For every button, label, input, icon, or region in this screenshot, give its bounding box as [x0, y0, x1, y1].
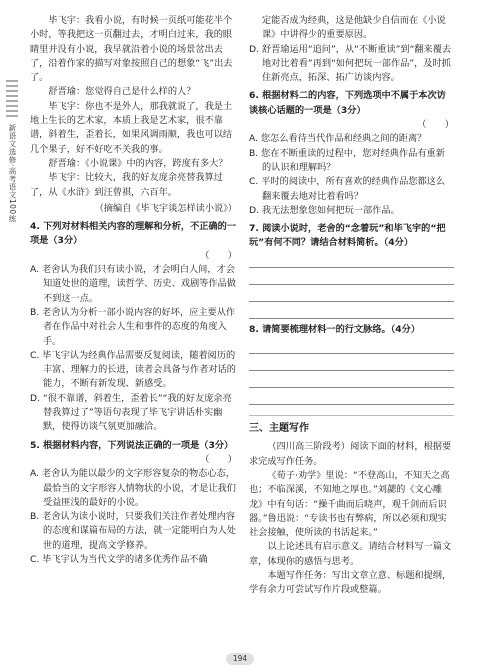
answer-line[interactable]	[249, 390, 454, 405]
question-7-stem: 7. 阅读小说时，老舍的“念着玩”和毕飞宇的“把玩”有何不同？请结合材料简析。（4分）	[249, 223, 446, 249]
question-4-stem: 4. 下列对材料相关内容的理解和分析，不正确的一项是（3分）	[30, 221, 237, 247]
option-a: A. 老舍认为能以最少的文字形容复杂的物态心态，最恰当的文字形容人情物状的小说，才是让我们受益匪浅的最好的小说。	[30, 468, 236, 508]
interview-paragraph: 毕飞宇：我看小说，有时候一页纸可能花半个小时，等我把这一页翻过去，才明白过来，我的眼睛里并没有小说，我早就沿着小说的场景岔出去了，沿着作家的描写对象按照自己的想象“飞”出去了。	[30, 15, 233, 84]
right-column	[249, 14, 454, 598]
sidebar-book-title: 新语文选修·高考语文100练	[8, 124, 17, 223]
task-intro: （四川高三阶段考）阅读下面的材料，根据要求完成写作任务。	[249, 441, 452, 467]
option-b: B. 您在不断重读的过程中，您对经典作品有重新的认识和理解吗？	[249, 147, 445, 173]
interview-paragraph: 毕飞宇：比较大，我的好友庞余亮替我算过了，从《水浒》到汪曾祺，六百年。	[30, 172, 223, 198]
question-5-stem: 5. 根据材料内容，下列说法正确的一项是（3分）	[30, 439, 234, 451]
option-b: B. 老舍认为读小说时，只要我们关注作者处理内容的态度和谋篇布局的方法，就一定能明白为人处世的道理，提高文学修养。	[30, 511, 236, 551]
option-c: C. 毕飞宇认为经典作品需要反复阅读，随着阅历的丰富、理解力的长进，读者会具备与作者对话的能力，不断有新发现、新感受。	[30, 349, 236, 390]
option-a: A. 老舍认为我们只有读小说，才会明白人间，才会知道处世的道理，读哲学、历史、戏剧等作品做不到这一点。	[30, 264, 236, 304]
answer-line[interactable]	[249, 373, 454, 388]
answer-line[interactable]	[249, 304, 454, 319]
question-6-stem: 6. 根据材料二的内容，下列选项中不属于本次访谈核心话题的一项是（3分）	[249, 90, 446, 116]
option-c: C. 平时的阅读中，所有喜欢的经典作品您都这么翻来覆去地对比着看吗？	[249, 176, 446, 202]
left-column	[30, 14, 237, 567]
sidebar-stripes	[6, 80, 18, 118]
answer-line[interactable]	[249, 270, 454, 285]
option-d: D. 我无法想象您如何把玩一部作品。	[249, 204, 400, 216]
answer-paren: （ ）	[200, 453, 237, 465]
page-number: 194	[226, 653, 254, 665]
question-stem	[249, 89, 454, 118]
question-stem	[30, 439, 237, 453]
answer-line[interactable]	[249, 287, 454, 302]
question-6	[249, 89, 454, 218]
sidebar	[6, 80, 20, 223]
option-a: A. 您怎么看待当代作品和经典之间的距离？	[249, 133, 427, 145]
option-d: D. “很不靠谱，斜着生，歪着长”“我的好友庞余亮替我算过了”等语句表现了毕飞宇讲话朴实幽默，使得访谈气氛更加融洽。	[30, 392, 232, 433]
answer-line[interactable]	[249, 356, 454, 371]
source-citation: （摘编自《毕飞宇谈怎样读小说》）	[94, 202, 237, 214]
task-prompt: 以上论述具有启示意义。请结合材料写一篇文章，体现你的感悟与思考。	[249, 541, 452, 567]
answer-paren: （ ）	[417, 119, 454, 131]
question-stem	[249, 222, 454, 251]
interview-paragraph: 舒晋瑜：《小说课》中的内容，跨度有多大？	[48, 157, 228, 169]
question-stem	[30, 220, 237, 249]
answer-paren: （ ）	[200, 249, 237, 261]
option-d: D. 舒晋瑜运用“追问”，从“不断重读”到“翻来覆去地对比着看”再到“如何把玩一部作品”，及时抓住新亮点，拓深、拓广访谈内容。	[249, 43, 452, 84]
interview-paragraph: 毕飞宇：你也不是外人，那我就说了，我是土地上生长的艺术家，本质上我是艺术家，很不靠谱，斜着生，歪着长，如果风调雨顺，我也可以结几个果子，好不好吃不关我的事。	[30, 100, 233, 155]
question-5	[30, 439, 237, 568]
task-requirement: 本题写作任务：写出文章立意、标题和提纲，学有余力可尝试写作片段或整篇。	[249, 570, 452, 596]
question-4	[30, 220, 237, 434]
option-c: C. 毕飞宇认为当代文学的诸多优秀作品不确	[30, 553, 208, 565]
answer-line[interactable]	[249, 253, 454, 268]
question-stem	[249, 323, 454, 337]
material-quote: 《荀子·劝学》里说：“不登高山，不知天之高也；不临深溪，不知地之厚也。”刘勰的《文心雕龙》中有句话：“操千曲而后晓声，观千剑而后识器。”鲁迅说：“专读书也有弊病，所以必须和现实社会接触，使所读的书活起来。”	[249, 469, 450, 539]
question-7	[249, 222, 454, 319]
answer-line[interactable]	[249, 339, 454, 354]
question-8	[249, 323, 454, 405]
option-b: B. 老舍认为分析一部小说内容的好坏，应主要从作者在作品中对社会人生和事件的态度的角度入手。	[30, 306, 236, 347]
interview-paragraph: 舒晋瑜：您觉得自己是什么样的人？	[48, 86, 196, 98]
option-continued: 定能否成为经典，这是他缺少自信而在《小说课》中讲得少的重要原因。	[262, 15, 446, 41]
question-8-stem: 8. 请简要梳理材料一的行文脉络。（4分）	[249, 323, 421, 335]
section-heading: 三、主题写作	[249, 415, 454, 436]
